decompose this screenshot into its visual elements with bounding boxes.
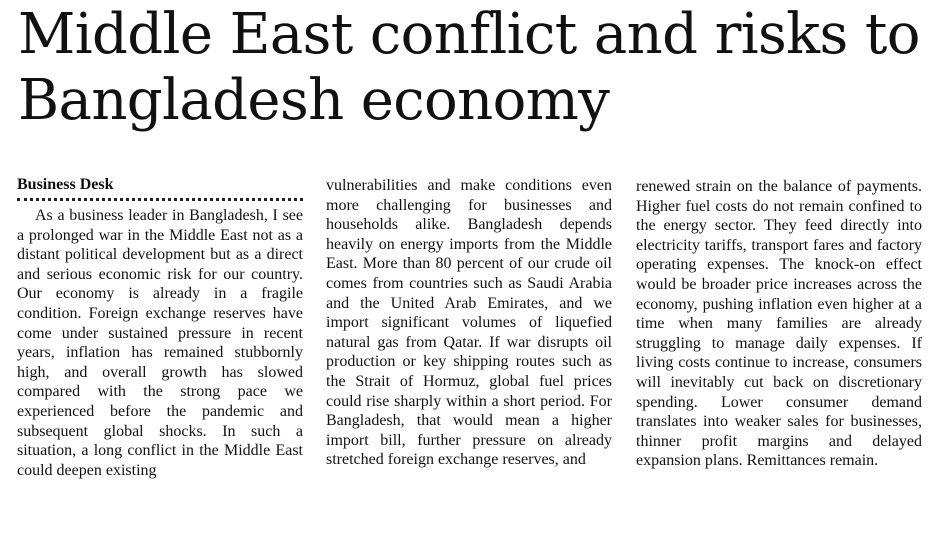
headline: Middle East conflict and risks to Bangladesh economy [18,2,920,133]
column-2-text: vulnerabilities and make conditions even more challenging for businesses and households alike. Bangladesh depends heavily on energy imports from the Middle East. More than 80 percent of our crude oil comes from countries such as Saudi Arabia and the United Arab Emirates, and we import significant volumes of liquefied natural gas from Qatar. If war disrupts oil production or key shipping routes such as the Strait of Hormuz, global fuel prices could rise sharply within a short period. For Bangladesh, that would mean a higher import bill, further pressure on already stretched foreign exchange reserves, and [326,177,612,469]
article-column-3 [636,177,922,471]
article-column-2 [326,176,612,470]
byline: Business Desk [17,176,303,201]
column-3-text: renewed strain on the balance of payments. Higher fuel costs do not remain confined to the energy sector. They feed directly into electricity tariffs, transport fares and factory operating expenses. The knock-on effect would be broader price increases across the economy, pushing inflation even higher at a time when many families are already struggling to manage daily expenses. If living costs continue to increase, consumers will inevitably cut back on discretionary spending. Lower consumer demand translates into weaker sales for businesses, thinner profit margins and delayed expansion plans. Remittances remain. [636,178,922,470]
column-1-text: As a business leader in Bangladesh, I see a prolonged war in the Middle East not as a distant political development but as a direct and serious economic risk for our country. Our economy is already in a fragile condition. Foreign exchange reserves have come under sustained pressure in recent years, inflation has remained stubbornly high, and overall growth has slowed compared with the strong pace we experienced before the pandemic and subsequent global shocks. In such a situation, a long conflict in the Middle East could deepen existing [17,207,303,479]
article-column-1 [17,176,303,480]
